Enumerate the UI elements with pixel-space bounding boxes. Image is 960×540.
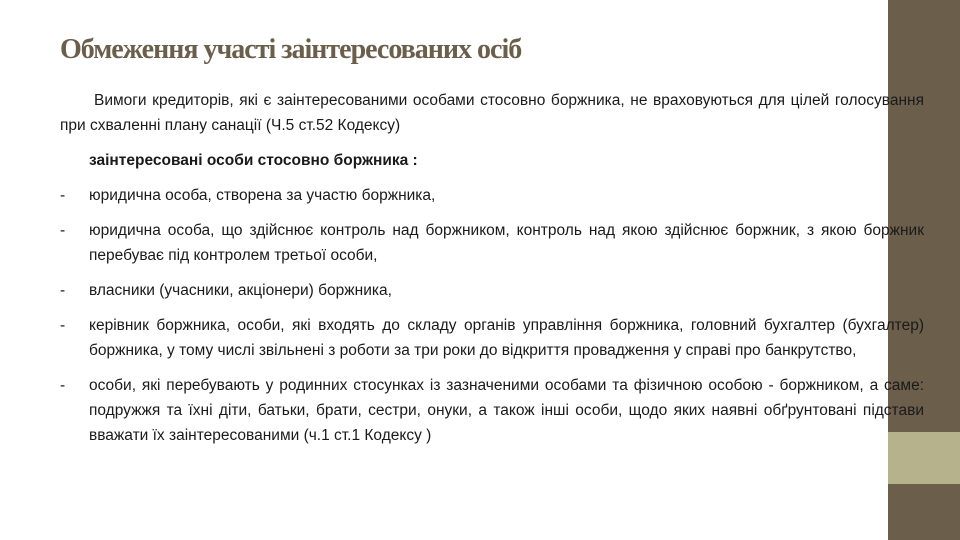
list-item bbox=[60, 278, 924, 303]
bullet-dash: - bbox=[60, 222, 66, 239]
bullet-dash: - bbox=[60, 187, 66, 204]
slide-title: Обмеження участі заінтересованих осіб bbox=[60, 34, 522, 65]
list-item bbox=[60, 313, 924, 363]
list-item-text: юридична особа, що здійснює контроль над боржником, контроль над якою здійснює боржник, з якою боржник перебуває під контролем третьої особи, bbox=[89, 222, 924, 264]
bullet-dash: - bbox=[60, 377, 66, 394]
list-item-text: особи, які перебувають у родинних стосунках із зазначеними особами та фізичною особою - боржником, а саме: подружжя та їхні діти, батьки, брати, сестри, онуки, а також інші особи, щодо яких наявні обґрунтовані підстави вважати їх заінтересованими (ч.1 ст.1 Кодексу ) bbox=[89, 377, 924, 444]
bullet-dash: - bbox=[60, 317, 66, 334]
list-item bbox=[60, 218, 924, 268]
list-item-text: керівник боржника, особи, які входять до складу органів управління боржника, головний бухгалтер (бухгалтер) боржника, у тому числі звільнені з роботи за три роки до відкриття провадження у справі про банкрутство, bbox=[89, 317, 924, 359]
list-item bbox=[60, 373, 924, 448]
bullet-dash: - bbox=[60, 282, 66, 299]
list-heading: заінтересовані особи стосовно боржника : bbox=[89, 152, 418, 169]
slide-body bbox=[60, 88, 924, 458]
intro-paragraph: Вимоги кредиторів, які є заінтересованими особами стосовно боржника, не враховуються для цілей голосування при схваленні плану санації (Ч.5 ст.52 Кодексу) bbox=[60, 92, 924, 134]
list-item-text: юридична особа, створена за участю боржника, bbox=[89, 187, 436, 204]
list-item bbox=[60, 183, 924, 208]
list-item-text: власники (учасники, акціонери) боржника, bbox=[89, 282, 392, 299]
